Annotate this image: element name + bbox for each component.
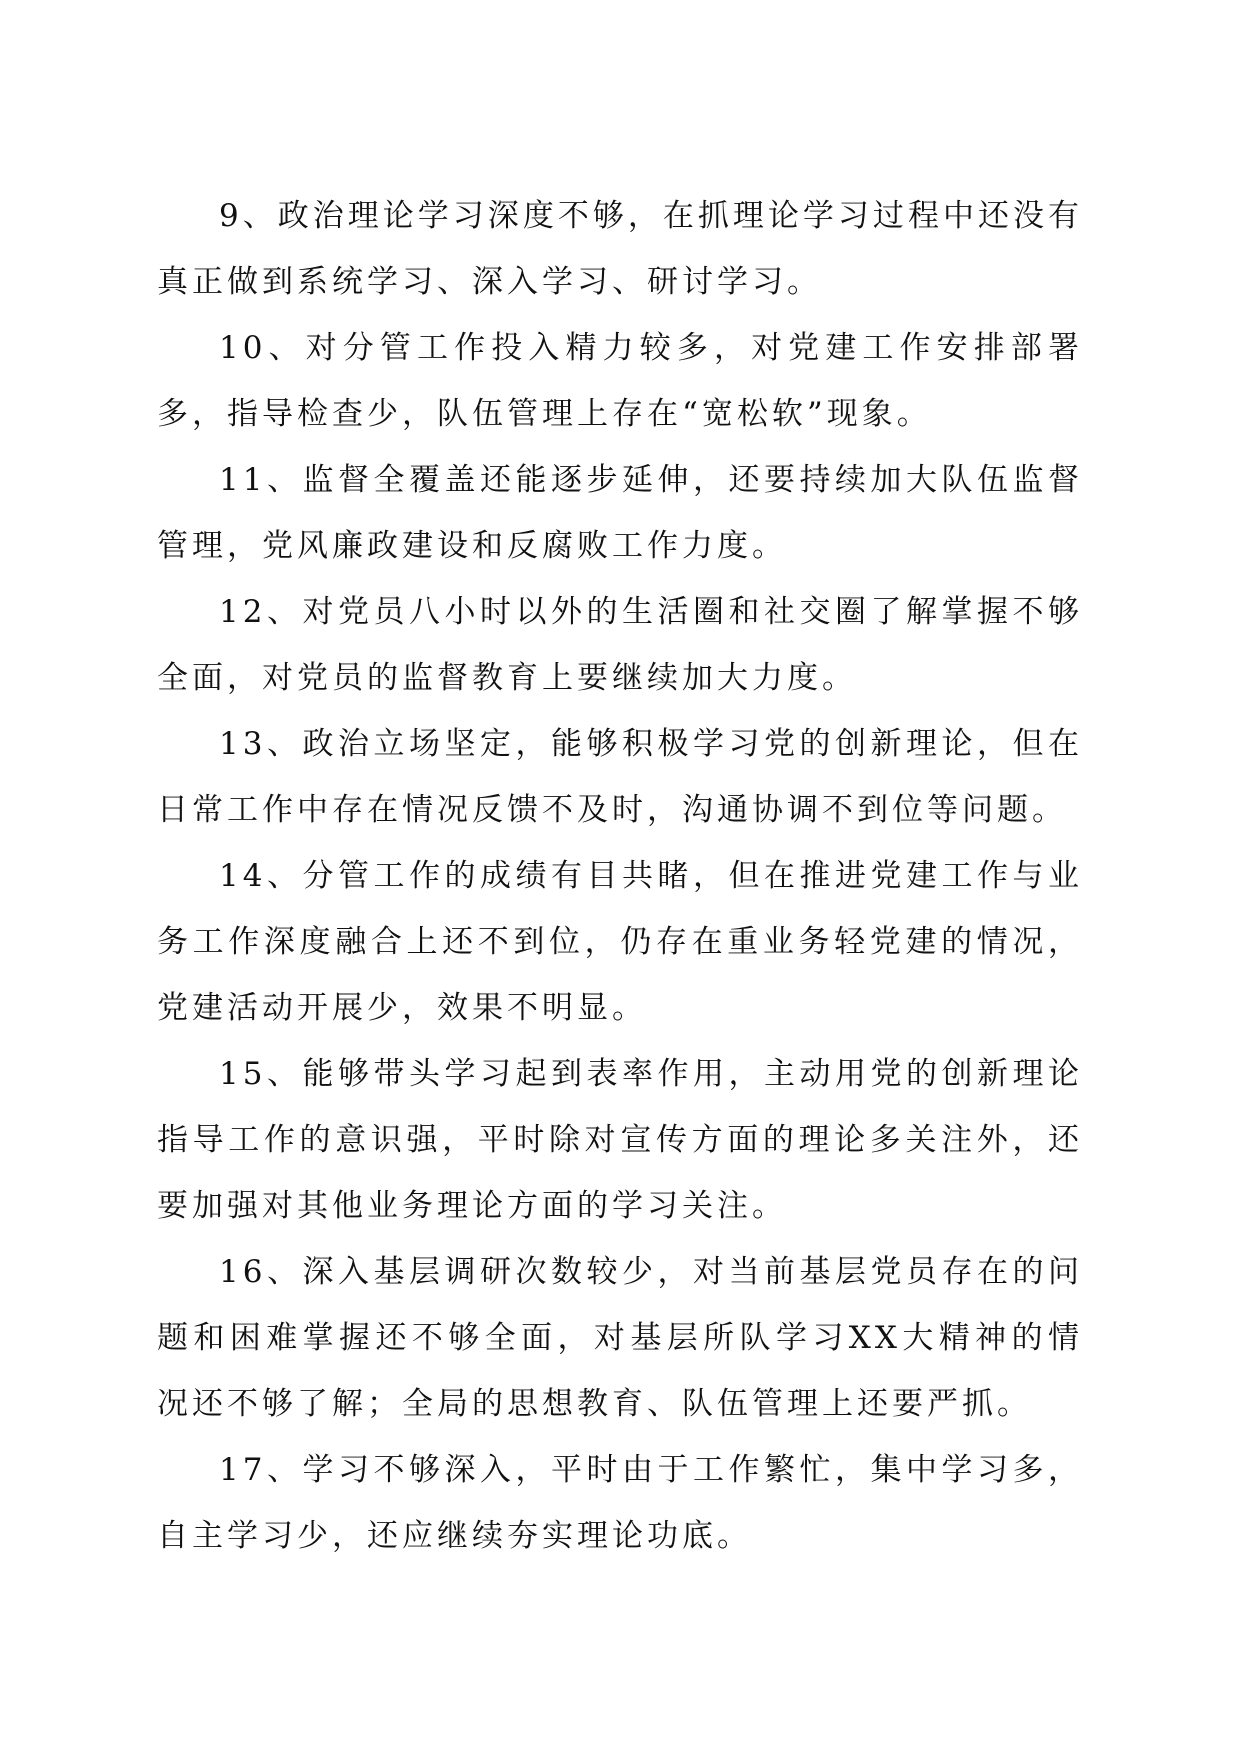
paragraph-13: 13、政治立场坚定，能够积极学习党的创新理论，但在日常工作中存在情况反馈不及时，沟通协调不到位等问题。 <box>157 726 1083 828</box>
paragraph-14: 14、分管工作的成绩有目共睹，但在推进党建工作与业务工作深度融合上还不到位，仍存在重业务轻党建的情况，党建活动开展少，效果不明显。 <box>157 858 1083 1026</box>
paragraph-15: 15、能够带头学习起到表率作用，主动用党的创新理论指导工作的意识强，平时除对宣传方面的理论多关注外，还要加强对其他业务理论方面的学习关注。 <box>157 1056 1083 1224</box>
paragraph-16: 16、深入基层调研次数较少，对当前基层党员存在的问题和困难掌握还不够全面，对基层所队学习XX大精神的情况还不够了解；全局的思想教育、队伍管理上还要严抓。 <box>157 1254 1083 1422</box>
paragraph-17: 17、学习不够深入，平时由于工作繁忙，集中学习多，自主学习少，还应继续夯实理论功底。 <box>157 1452 1083 1554</box>
paragraph-11: 11、监督全覆盖还能逐步延伸，还要持续加大队伍监督管理，党风廉政建设和反腐败工作力度。 <box>157 462 1083 564</box>
paragraph-10: 10、对分管工作投入精力较多，对党建工作安排部署多，指导检查少，队伍管理上存在“宽松软”现象。 <box>157 330 1083 432</box>
document-body <box>157 183 1083 1569</box>
paragraph-9: 9、政治理论学习深度不够，在抓理论学习过程中还没有真正做到系统学习、深入学习、研讨学习。 <box>157 198 1083 300</box>
paragraph-12: 12、对党员八小时以外的生活圈和社交圈了解掌握不够全面，对党员的监督教育上要继续加大力度。 <box>157 594 1083 696</box>
